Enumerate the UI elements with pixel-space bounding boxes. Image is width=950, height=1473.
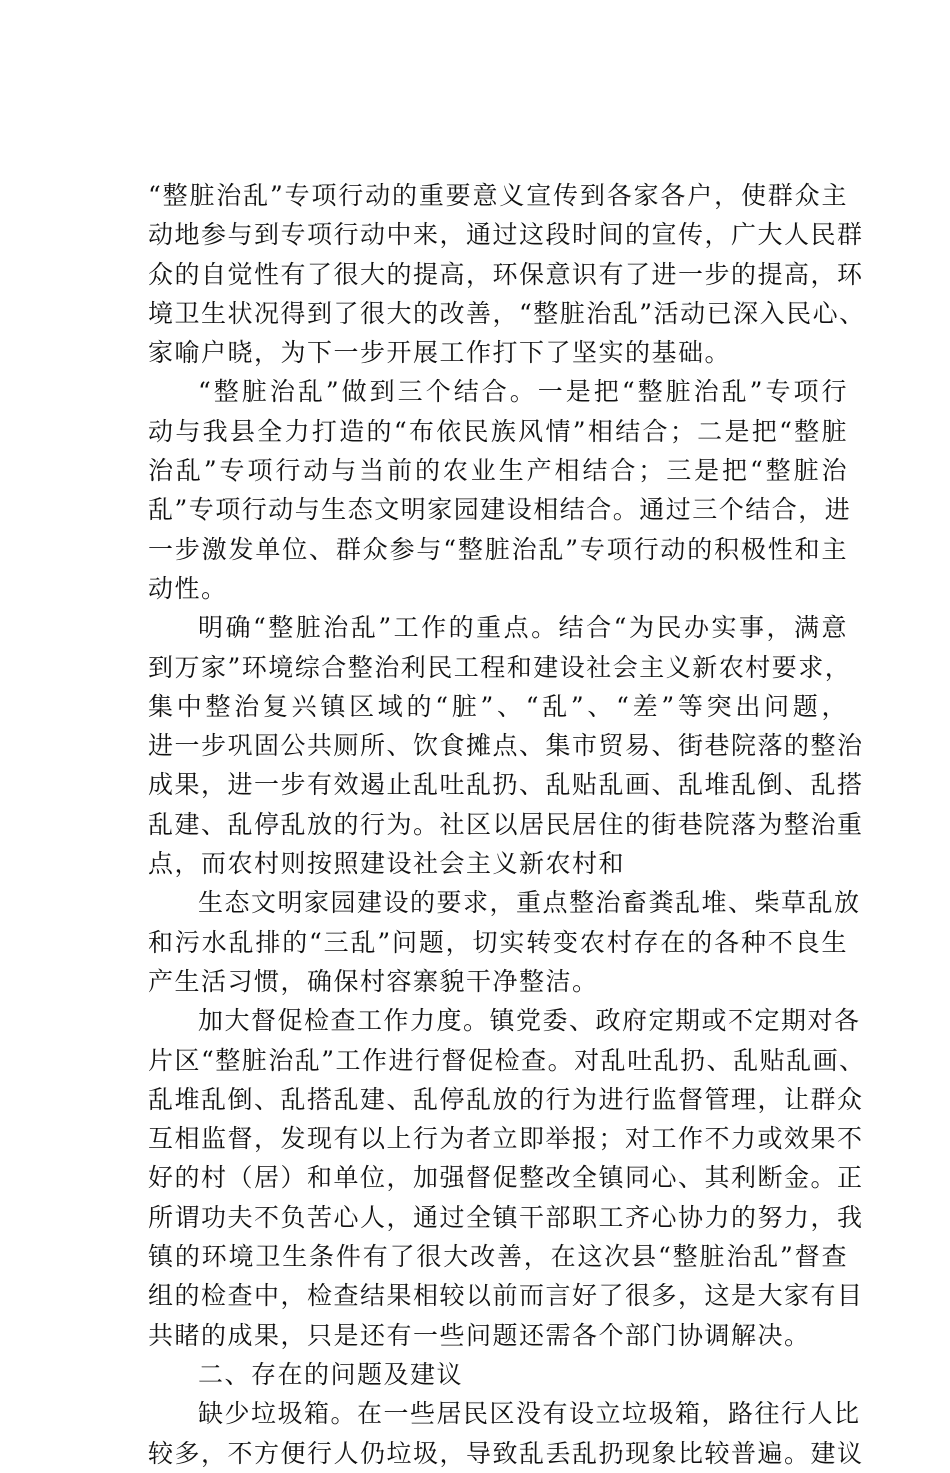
text-line: 乱堆乱倒、乱搭乱建、乱停乱放的行为进行监督管理，让群众: [148, 1084, 864, 1114]
text-line: 动地参与到专项行动中来，通过这段时间的宣传，广大人民群: [148, 220, 864, 250]
text-line: 产生活习惯，确保村容寨貌干净整洁。: [148, 966, 599, 996]
text-line: 组的检查中，检查结果相较以前而言好了很多，这是大家有目: [148, 1281, 864, 1311]
text-line: 众的自觉性有了很大的提高，环保意识有了进一步的提高，环: [148, 259, 864, 289]
text-line: 家喻户晓，为下一步开展工作打下了坚实的基础。: [148, 338, 732, 368]
text-line: 到万家”环境综合整治利民工程和建设社会主义新农村要求，: [148, 652, 852, 682]
text-line: “整脏治乱”做到三个结合。一是把“整脏治乱”专项行: [198, 377, 848, 407]
text-line: 一步激发单位、群众参与“整脏治乱”专项行动的积极性和主: [148, 534, 848, 564]
text-line: 境卫生状况得到了很大的改善，“整脏治乱”活动已深入民心、: [148, 298, 866, 328]
text-line: 明确“整脏治乱”工作的重点。结合“为民办实事，满意: [198, 613, 848, 643]
text-line: 镇的环境卫生条件有了很大改善，在这次县“整脏治乱”督查: [148, 1242, 848, 1272]
text-line: 乱建、乱停乱放的行为。社区以居民居住的街巷院落为整治重: [148, 809, 864, 839]
text-line: 乱”专项行动与生态文明家园建设相结合。通过三个结合，进: [148, 495, 852, 525]
text-line: 动与我县全力打造的“布依民族风情”相结合；二是把“整脏: [148, 416, 848, 446]
text-line: 共睹的成果，只是还有一些问题还需各个部门协调解决。: [148, 1320, 811, 1350]
text-line: 缺少垃圾箱。在一些居民区没有设立垃圾箱，路往行人比: [198, 1399, 861, 1429]
text-line: 集中整治复兴镇区域的“脏”、“乱”、“差”等突出问题，: [148, 691, 848, 721]
text-line: 好的村（居）和单位，加强督促整改全镇同心、其利断金。正: [148, 1163, 864, 1193]
text-line: 加大督促检查工作力度。镇党委、政府定期或不定期对各: [198, 1006, 861, 1036]
paragraph: [148, 176, 866, 372]
text-line: 进一步巩固公共厕所、饮食摊点、集市贸易、街巷院落的整治: [148, 731, 864, 761]
text-line: 生态文明家园建设的要求，重点整治畜粪乱堆、柴草乱放: [198, 888, 861, 918]
text-line: 片区“整脏治乱”工作进行督促检查。对乱吐乱扔、乱贴乱画、: [148, 1045, 866, 1075]
text-line: 点，而农村则按照建设社会主义新农村和: [148, 849, 626, 879]
text-line: 成果，进一步有效遏止乱吐乱扔、乱贴乱画、乱堆乱倒、乱搭: [148, 770, 864, 800]
paragraph: [148, 608, 864, 883]
text-line: 二、存在的问题及建议: [198, 1359, 464, 1389]
document-body: [148, 176, 866, 1473]
text-line: “整脏治乱”专项行动的重要意义宣传到各家各户，使群众主: [148, 181, 848, 210]
text-line: 所谓功夫不负苦心人，通过全镇干部职工齐心协力的努力，我: [148, 1202, 864, 1232]
paragraph: [148, 883, 861, 1001]
paragraph: [148, 1355, 848, 1394]
paragraph: [148, 1001, 866, 1355]
paragraph: [148, 372, 852, 608]
text-line: 动性。: [148, 573, 228, 603]
text-line: 互相监督，发现有以上行为者立即举报；对工作不力或效果不: [148, 1124, 864, 1154]
text-line: 治乱”专项行动与当前的农业生产相结合；三是把“整脏治: [148, 456, 848, 486]
text-line: 较多，不方便行人仍垃圾，导致乱丢乱扔现象比较普遍。建议: [148, 1438, 864, 1468]
text-line: 和污水乱排的“三乱”问题，切实转变农村存在的各种不良生: [148, 927, 848, 957]
paragraph: [148, 1394, 864, 1473]
